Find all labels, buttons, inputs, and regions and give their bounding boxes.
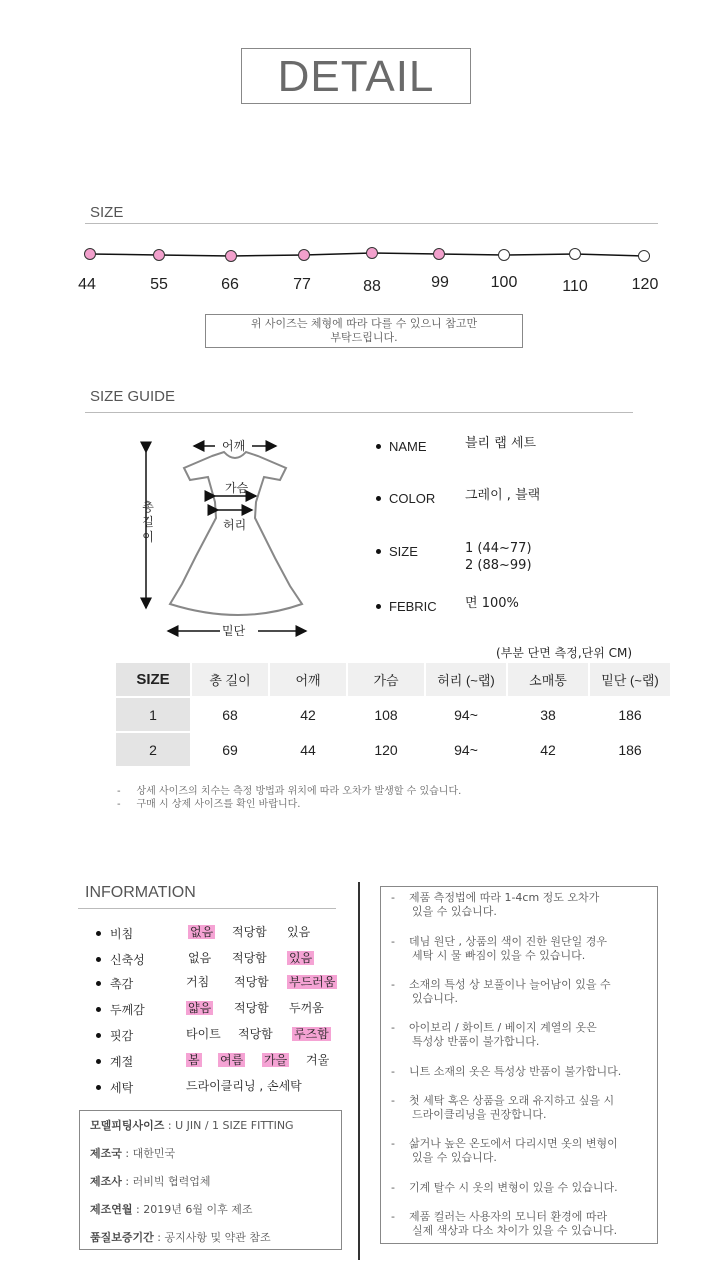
spec-value-name: 블리 랩 세트 — [465, 436, 537, 451]
info-option: 루즈함 — [294, 1027, 329, 1041]
care-note: - 기계 탈수 시 옷의 변형이 있을 수 있습니다. — [391, 1181, 618, 1194]
size-guide-heading: SIZE GUIDE — [90, 388, 176, 405]
info-option: 여름 — [220, 1053, 244, 1067]
info-option: 타이트 — [186, 1027, 221, 1041]
info-option: 적당함 — [232, 951, 267, 965]
info-option: 두꺼움 — [289, 1001, 324, 1015]
table-cell: 186 — [618, 741, 642, 758]
info-label: 비침 — [110, 927, 134, 941]
size-table-header-cell: SIZE — [116, 663, 190, 696]
info-option: 봄 — [188, 1053, 200, 1067]
size-heading: SIZE — [90, 204, 124, 221]
fitting-line: 품질보증기간 : 공지사항 및 약관 참조 — [90, 1231, 271, 1244]
fitting-line: 모델피팅사이즈 : U JIN / 1 SIZE FITTING — [90, 1119, 294, 1132]
info-option: 있음 — [289, 951, 313, 965]
spec-bullet — [376, 549, 381, 554]
table-cell: 68 — [222, 706, 238, 723]
label-shoulder: 어깨 — [222, 439, 246, 453]
table-cell: 2 — [116, 733, 190, 766]
info-option: 적당함 — [234, 1001, 269, 1015]
info-bullet — [96, 1033, 101, 1038]
size-dot-99 — [434, 249, 445, 260]
care-note: - 삶거나 높은 온도에서 다리시면 옷의 변형이 있을 수 있습니다. — [391, 1137, 618, 1164]
table-cell: 108 — [374, 706, 398, 723]
size-notes — [117, 785, 461, 811]
size-dot-44 — [85, 249, 96, 260]
info-bullet — [96, 931, 101, 936]
size-label-88: 88 — [363, 278, 381, 295]
information-divider — [78, 908, 336, 909]
care-note: - 제품 측정법에 따라 1-4cm 정도 오차가 있을 수 있습니다. — [391, 891, 600, 918]
care-note: - 제품 컬러는 사용자의 모니터 환경에 따라 실제 색상과 다소 차이가 있을 수 있습니다. — [391, 1210, 618, 1237]
info-option: 얇음 — [188, 1001, 212, 1015]
info-bullet — [96, 1059, 101, 1064]
garment-illustration — [130, 428, 330, 643]
size-table-header-cell: 소매통 — [508, 663, 588, 696]
size-table-header-cell: 총 길이 — [192, 663, 268, 696]
size-note-item: - 구매 시 상제 사이즈를 확인 바랍니다. — [117, 799, 301, 810]
spec-bullet — [376, 604, 381, 609]
info-bullet — [96, 1085, 101, 1090]
size-table-header-cell: 밑단 (~랩) — [590, 663, 670, 696]
care-note: - 니트 소재의 옷은 특성상 반품이 불가합니다. — [391, 1065, 622, 1078]
info-bullet — [96, 957, 101, 962]
table-cell: 44 — [300, 741, 316, 758]
size-note-line1: 위 사이즈는 체형에 따라 다를 수 있으니 참고만 — [250, 317, 478, 330]
table-cell: 120 — [374, 741, 398, 758]
info-option: 겨울 — [306, 1053, 330, 1067]
info-option: 적당함 — [234, 975, 269, 989]
info-option: 거침 — [186, 975, 210, 989]
table-cell: 1 — [116, 698, 190, 731]
size-label-100: 100 — [490, 274, 518, 291]
info-option: 없음 — [188, 951, 212, 965]
size-dot-100 — [499, 250, 510, 261]
fitting-line: 제조사 : 러비빅 협력업체 — [90, 1175, 211, 1188]
size-table — [114, 661, 672, 768]
size-label-99: 99 — [431, 274, 449, 291]
info-bullet — [96, 1007, 101, 1012]
size-table-header-cell: 가슴 — [348, 663, 424, 696]
size-label-66: 66 — [221, 276, 239, 293]
size-label-110: 110 — [562, 278, 588, 295]
spec-key-febric: FEBRIC — [389, 599, 437, 614]
size-dot-77 — [299, 250, 310, 261]
table-cell: 186 — [618, 706, 642, 723]
table-cell: 69 — [222, 741, 238, 758]
info-label: 두께감 — [110, 1003, 145, 1017]
info-label: 핏감 — [110, 1029, 134, 1043]
table-cell: 94~ — [454, 741, 478, 758]
fitting-line: 제조연월 : 2019년 6월 이후 제조 — [90, 1203, 253, 1216]
size-label-44: 44 — [78, 276, 96, 293]
spec-key-size: SIZE — [389, 544, 418, 559]
info-option: 적당함 — [238, 1027, 273, 1041]
spec-value-febric: 면 100% — [465, 596, 519, 611]
size-label-120: 120 — [631, 276, 659, 293]
size-note — [205, 314, 523, 348]
page-title: DETAIL — [241, 48, 471, 104]
care-notes-box — [380, 886, 658, 1244]
fitting-line: 제조국 : 대한민국 — [90, 1147, 176, 1160]
size-scale — [0, 240, 720, 270]
spec-value-size: 1 (44~77) 2 (88~99) — [465, 541, 532, 573]
info-label: 세탁 — [110, 1081, 134, 1095]
table-row — [116, 698, 670, 731]
size-dot-88 — [367, 248, 378, 259]
info-vertical-divider — [358, 882, 360, 1260]
info-label: 촉감 — [110, 977, 134, 991]
fitting-box — [79, 1110, 342, 1250]
size-guide-divider — [85, 412, 633, 413]
size-dot-120 — [639, 251, 650, 262]
info-option: 부드러움 — [289, 975, 336, 989]
table-row — [116, 733, 670, 766]
size-table-header-cell: 어깨 — [270, 663, 346, 696]
info-option: 있음 — [287, 925, 311, 939]
information-heading: INFORMATION — [85, 884, 196, 901]
spec-key-name: NAME — [389, 439, 427, 454]
size-table-header-cell: 허리 (~랩) — [426, 663, 506, 696]
size-label-77: 77 — [293, 276, 311, 293]
info-label: 계절 — [110, 1055, 134, 1069]
table-cell: 42 — [300, 706, 316, 723]
size-note-line2: 부탁드립니다. — [330, 331, 398, 344]
size-dot-55 — [154, 250, 165, 261]
care-note: - 데님 원단 , 상품의 색이 진한 원단일 경우 세탁 시 물 빠짐이 있을 수 있습니다. — [391, 935, 607, 962]
table-cell: 38 — [540, 706, 556, 723]
size-table-header — [116, 663, 670, 696]
label-length: 총 길 이 — [142, 500, 154, 544]
care-note: - 첫 세탁 혹은 상품을 오래 유지하고 싶을 시 드라이클리닝을 권장합니다. — [391, 1094, 615, 1121]
label-chest: 가슴 — [225, 481, 249, 495]
unit-note: (부분 단면 측정,단위 CM) — [496, 646, 633, 660]
info-option: 가을 — [264, 1053, 288, 1067]
size-label-55: 55 — [150, 276, 168, 293]
dress-outline — [170, 452, 302, 615]
info-bullet — [96, 981, 101, 986]
info-label: 신축성 — [110, 953, 145, 967]
size-divider — [85, 223, 658, 224]
spec-bullet — [376, 496, 381, 501]
care-note: - 소재의 특성 상 보풀이나 늘어남이 있을 수 있습니다. — [391, 978, 611, 1005]
label-hem: 밑단 — [222, 624, 246, 638]
table-cell: 94~ — [454, 706, 478, 723]
info-option: 적당함 — [232, 925, 267, 939]
spec-bullet — [376, 444, 381, 449]
spec-value-color: 그레이 , 블랙 — [465, 488, 541, 503]
label-waist: 허리 — [223, 518, 247, 532]
size-dot-110 — [570, 249, 581, 260]
info-option: 없음 — [190, 925, 214, 939]
size-note-item: - 상세 사이즈의 치수는 측정 방법과 위치에 따라 오차가 발생할 수 있습니다. — [117, 786, 462, 797]
table-cell: 42 — [540, 741, 556, 758]
info-option: 드라이클리닝 , 손세탁 — [186, 1079, 302, 1093]
care-note: - 아이보리 / 화이트 / 베이지 계열의 옷은 특성상 반품이 불가합니다. — [391, 1021, 597, 1048]
size-dot-66 — [226, 251, 237, 262]
spec-key-color: COLOR — [389, 491, 436, 506]
